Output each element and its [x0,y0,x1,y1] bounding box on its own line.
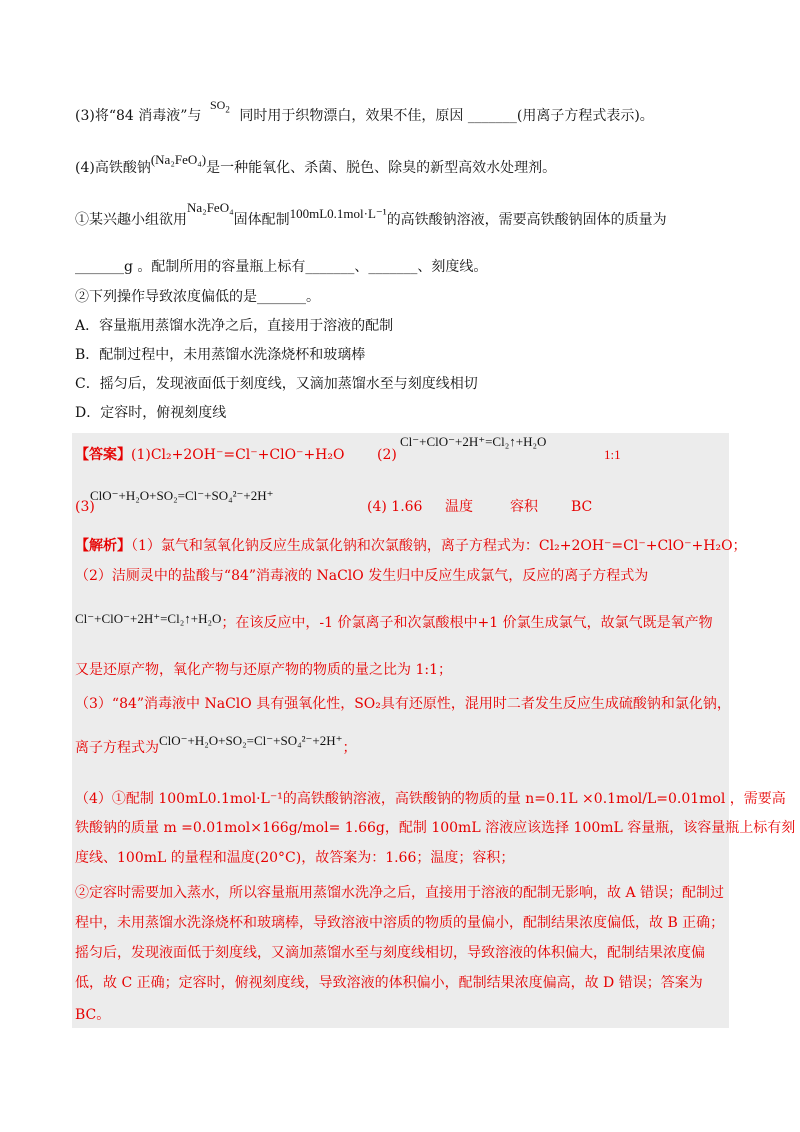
answer-block [72,433,729,1028]
option-b: B．配制过程中，未用蒸馏水洗涤烧杯和玻璃棒 [75,347,366,363]
concentration: 100mL0.1mol·L⁻¹ [289,206,387,221]
answer-5: BC [571,499,593,515]
analysis-p4-2: 铁酸钠的质量 m =0.01mol×166g/mol= 1.66g，配制 100mL 溶液应该选择 100mL 容量瓶，该容量瓶上标有刻 [75,820,796,836]
answer-line-1: 【答案】(1)Cl₂+2OH⁻=Cl⁻+ClO⁻+H₂O [75,447,345,463]
so2-formula: $SO_2$ [210,98,230,115]
option-a: A．容量瓶用蒸馏水洗净之后，直接用于溶液的配制 [75,318,394,334]
answer-4-word-1: 温度 [445,499,473,515]
option-c: C．摇匀后，发现液面低于刻度线，又滴加蒸馏水至与刻度线相切 [75,376,478,392]
answer-4-word-2: 容积 [510,499,538,515]
analysis-p4-1: （4）①配制 100mL0.1mol·L⁻¹的高铁酸钠溶液，高铁酸钠的物质的量 n=0.1L ×0.1mol/L=0.01mol ，需要高 [75,791,786,807]
q4-formula: (Na₂FeO₄) [150,152,207,167]
analysis-p3: （3）“84”消毒液中 NaClO 具有强氧化性，SO₂具有还原性，混用时二者发生反应生成硫酸钠和氯化钠， [75,696,731,712]
analysis-p3-eq-line: 离子方程式为ClO⁻+H₂O+SO₂=Cl⁻+SO₄²⁻+2H⁺； [75,733,357,756]
q4-pre: (4)高铁酸钠 [75,160,151,176]
analysis-p5-2: 程中，未用蒸馏水洗涤烧杯和玻璃棒，导致溶液中溶质的物质的量偏小，配制结果浓度偏低，故 B 正确； [75,915,725,931]
analysis-label: 【解析】 [75,538,131,554]
option-d: D．定容时，俯视刻度线 [75,405,227,421]
analysis-p5-4: 低，故 C 正确；定容时，俯视刻度线，导致溶液的体积偏小，配制结果浓度偏高，故 D 错误；答案为 [75,975,703,991]
q4-post: 是一种能氧化、杀菌、脱色、除臭的新型高效水处理剂。 [206,160,557,176]
question-4 [75,152,557,178]
answer-4: (4) 1.66 [367,499,423,515]
answer-2-ratio: 1:1 [604,447,621,462]
answer-3-num: (3) [75,499,95,515]
question-4-1: ①某兴趣小组欲用Na₂FeO₄固体配制100mL0.1mol·L⁻¹的高铁酸钠溶液，需要高铁酸钠固体的质量为 [75,200,667,228]
analysis-p1: 【解析】（1）氯气和氢氧化钠反应生成氯化钠和次氯酸钠，离子方程式为：Cl₂+2OH⁻=Cl⁻+ClO⁻+H₂O； [75,538,747,554]
analysis-p2b: 又是还原产物，氧化产物与还原产物的物质的量之比为 1:1； [75,662,452,678]
analysis-p4-3: 度线、100mL 的量程和温度(20°C)，故答案为：1.66；温度；容积； [75,850,515,866]
answer-3-equation: ClO⁻+H₂O+SO₂=Cl⁻+SO₄²⁻+2H⁺ [90,488,274,503]
analysis-p2: （2）洁厕灵中的盐酸与“84”消毒液的 NaClO 发生归中反应生成氯气，反应的离子方程式为 [75,568,649,584]
question-4-2: ②下列操作导致浓度偏低的是_______。 [75,289,320,305]
question-4-1-blanks: _______g 。配制所用的容量瓶上标有_______、_______、刻度线。 [75,259,488,275]
na2feo4-formula: Na₂FeO₄ [187,200,234,215]
answer-label: 【答案】 [75,447,131,463]
q3-post: 同时用于织物漂白，效果不佳，原因 _______(用离子方程式表示)。 [239,108,654,124]
analysis-p5-1: ②定容时需要加入蒸水，所以容量瓶用蒸馏水洗净之后，直接用于溶液的配制无影响，故 A 错误；配制过 [75,885,725,901]
analysis-p3-equation: ClO⁻+H₂O+SO₂=Cl⁻+SO₄²⁻+2H⁺ [159,733,343,748]
analysis-p2-eq-line: Cl⁻+ClO⁻+2H⁺=Cl₂↑+H₂O；在该反应中，-1 价氯离子和次氯酸根中+1 价氯生成氯气，故氯气既是氧产物 [75,611,713,631]
answer-2-equation: Cl⁻+ClO⁻+2H⁺=Cl₂↑+H₂O [400,434,547,449]
q3-pre: (3)将“84 消毒液”与 [75,108,202,124]
analysis-p5-3: 摇匀后，发现液面低于刻度线，又滴加蒸馏水至与刻度线相切，导致溶液的体积偏大，配制结果浓度偏 [75,945,705,961]
analysis-p5-5: BC。 [75,1007,111,1023]
analysis-p2-equation: Cl⁻+ClO⁻+2H⁺=Cl₂↑+H₂O [75,611,222,626]
answer-2-num: (2) [377,447,397,463]
